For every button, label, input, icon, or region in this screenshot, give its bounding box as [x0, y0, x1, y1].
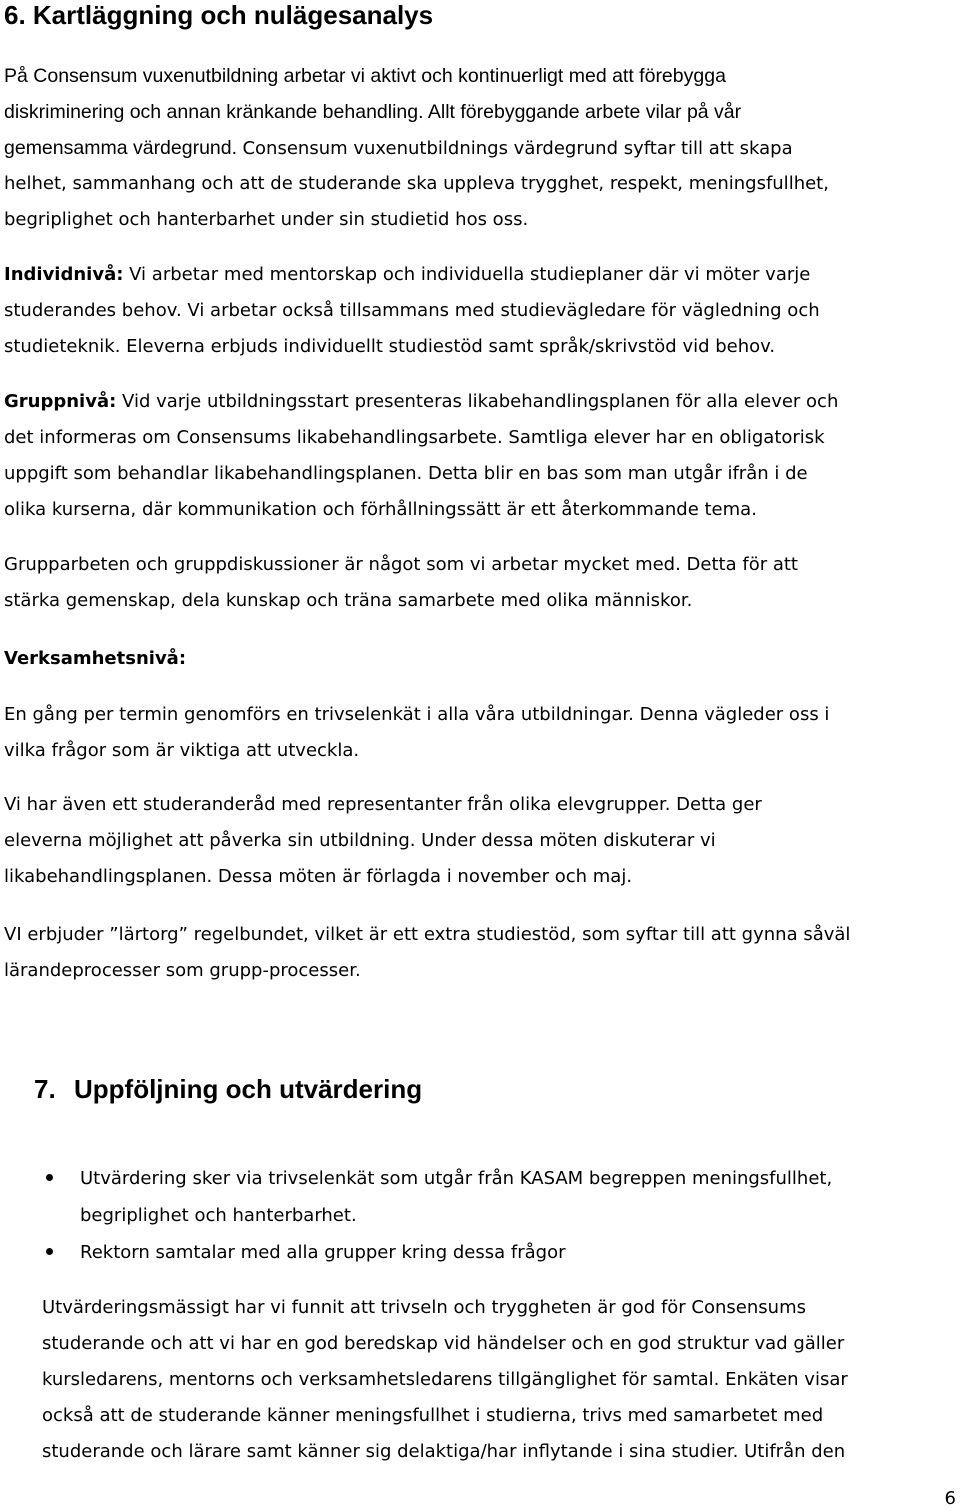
trivsel-line-1: En gång per termin genomförs en trivselenkät i alla våra utbildningar. Denna vägleder oss i	[4, 704, 830, 725]
studeranderad-line-1: Vi har även ett studeranderåd med representanter från olika elevgrupper. Detta ger	[4, 794, 762, 815]
individ-line-3: studieteknik. Eleverna erbjuds individuellt studiestöd samt språk/skrivstöd vid behov.	[4, 336, 776, 357]
conclusion-line-4: också att de studerande känner meningsfullhet i studierna, trivs med samarbetet med	[42, 1405, 824, 1426]
section-7-title: Uppföljning och utvärdering	[74, 1074, 423, 1104]
individ-line-1	[4, 257, 960, 293]
lartorg-paragraph	[4, 917, 960, 989]
bullet-1-line-2: begriplighet och hanterbarhet.	[80, 1205, 357, 1226]
conclusion-line-3: kursledarens, mentorns och verksamhetsledarens tillgänglighet för samtal. Enkäten visar	[42, 1369, 848, 1390]
individ-line-2: studerandes behov. Vi arbetar också tillsammans med studievägledare för vägledning och	[4, 300, 820, 321]
intro-paragraph	[4, 58, 960, 238]
page-number: 6	[944, 1488, 956, 1509]
grupp-line-1-text: Vid varje utbildningsstart presenteras likabehandlingsplanen för alla elever och	[116, 391, 839, 412]
studeranderad-line-3: likabehandlingsplanen. Dessa möten är förlagda i november och maj.	[4, 866, 633, 887]
intro-line-3b: Consensum vuxenutbildnings värdegrund syftar till att skapa	[242, 138, 793, 159]
intro-line-2: diskriminering och annan kränkande behandling. Allt förebyggande arbete vilar på vår	[4, 101, 742, 123]
conclusion-line-5: studerande och lärare samt känner sig delaktiga/har inflytande i sina studier. Utifrån den	[42, 1441, 846, 1462]
lartorg-line-1: VI erbjuder ”lärtorg” regelbundet, vilket är ett extra studiestöd, som syftar till att gynna såväl	[4, 924, 851, 945]
intro-line-3a: gemensamma värdegrund.	[4, 137, 243, 159]
section-6-heading: 6. Kartläggning och nulägesanalys	[4, 0, 434, 30]
grupp-line-2: det informeras om Consensums likabehandlingsarbete. Samtliga elever har en obligatorisk	[4, 427, 825, 448]
verksamhet-line	[4, 641, 960, 677]
grupp-line-4: olika kurserna, där kommunikation och förhållningssätt är ett återkommande tema.	[4, 499, 757, 520]
individ-paragraph	[4, 257, 960, 365]
section-7-heading	[34, 1074, 422, 1104]
studeranderad-line-2: eleverna möjlighet att påverka sin utbildning. Under dessa möten diskuterar vi	[4, 830, 716, 851]
section-7-number: 7.	[34, 1074, 56, 1104]
intro-line-3	[4, 130, 960, 166]
bullet-dot-icon	[46, 1248, 53, 1255]
trivsel-line-2: vilka frågor som är viktiga att utveckla.	[4, 740, 360, 761]
bullet-item-1	[42, 1160, 960, 1234]
bullet-item-2	[42, 1234, 960, 1271]
intro-line-1: På Consensum vuxenutbildning arbetar vi aktivt och kontinuerligt med att förebygga	[4, 65, 726, 87]
individ-line-1-text: Vi arbetar med mentorskap och individuella studieplaner där vi möter varje	[123, 264, 811, 285]
trivsel-paragraph	[4, 697, 960, 769]
bullet-1-line-1: Utvärdering sker via trivselenkät som utgår från KASAM begreppen meningsfullhet,	[80, 1168, 833, 1189]
grupparbeten-line-2: stärka gemenskap, dela kunskap och träna samarbete med olika människor.	[4, 590, 693, 611]
evaluation-bullet-list	[42, 1160, 960, 1271]
conclusion-paragraph	[42, 1290, 960, 1470]
individ-label: Individnivå:	[4, 264, 124, 285]
verksamhet-label: Verksamhetsnivå:	[4, 648, 187, 669]
grupparbeten-paragraph	[4, 547, 960, 619]
intro-line-5: begriplighet och hanterbarhet under sin studietid hos oss.	[4, 209, 529, 230]
grupp-line-3: uppgift som behandlar likabehandlingsplanen. Detta blir en bas som man utgår ifrån i de	[4, 463, 808, 484]
studeranderad-paragraph	[4, 787, 960, 895]
bullet-dot-icon	[46, 1174, 53, 1181]
grupp-paragraph	[4, 384, 960, 528]
lartorg-line-2: lärandeprocesser som grupp-processer.	[4, 960, 361, 981]
conclusion-line-2: studerande och att vi har en god beredskap vid händelser och en god struktur vad gäller	[42, 1333, 845, 1354]
intro-line-4: helhet, sammanhang och att de studerande ska uppleva trygghet, respekt, meningsfullhet,	[4, 173, 829, 194]
conclusion-line-1: Utvärderingsmässigt har vi funnit att trivseln och tryggheten är god för Consensums	[42, 1297, 806, 1318]
bullet-2-line-1: Rektorn samtalar med alla grupper kring dessa frågor	[80, 1242, 566, 1263]
grupp-label: Gruppnivå:	[4, 391, 117, 412]
verksamhet-heading	[4, 641, 960, 677]
grupparbeten-line-1: Grupparbeten och gruppdiskussioner är något som vi arbetar mycket med. Detta för att	[4, 554, 798, 575]
grupp-line-1	[4, 384, 960, 420]
